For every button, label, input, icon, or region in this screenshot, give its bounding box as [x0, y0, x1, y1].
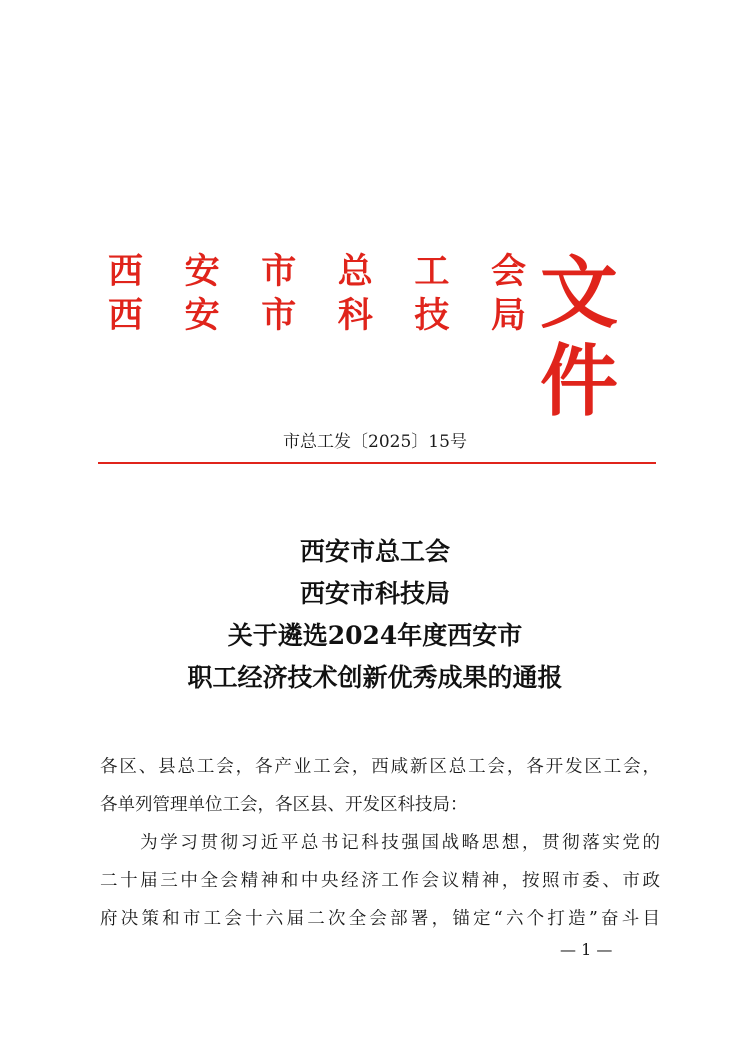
- issuer-char: 市: [261, 251, 297, 292]
- document-title: [0, 531, 750, 699]
- body-paragraph-line: 府决策和市工会十六届二次全会部署，锚定“六个打造”奋斗目: [100, 909, 660, 929]
- title-line: 西安市科技局: [299, 579, 450, 608]
- title-line: 西安市总工会: [299, 537, 450, 566]
- issuer-char: 技: [414, 295, 450, 336]
- issuer-char: 科: [337, 295, 373, 336]
- issuer-line-tech-bureau: [108, 296, 526, 336]
- recipients-line: 各单列管理单位工会，各区县、开发区科技局：: [100, 795, 468, 815]
- issuer-char: 安: [184, 295, 220, 336]
- document-number: 市总工发〔2025〕15号: [283, 432, 467, 452]
- header-divider: [98, 462, 656, 464]
- document-header: [108, 248, 668, 427]
- issuer-char: 局: [490, 295, 526, 336]
- issuer-char: 会: [490, 251, 526, 292]
- page-number: — 1 —: [560, 940, 613, 959]
- document-body: [100, 748, 660, 938]
- issuer-char: 安: [184, 251, 220, 292]
- issuer-char: 工: [414, 251, 450, 292]
- issuer-line-union: [108, 252, 526, 292]
- issuer-char: 总: [337, 251, 373, 292]
- issuer-char: 市: [261, 295, 297, 336]
- title-line: 关于遴选2024年度西安市: [227, 621, 523, 650]
- issuer-char: 西: [108, 295, 144, 336]
- document-type-label: 文件: [540, 248, 617, 427]
- title-line: 职工经济技术创新优秀成果的通报: [187, 663, 563, 692]
- issuer-char: 西: [108, 251, 144, 292]
- body-paragraph-line: 为学习贯彻习近平总书记科技强国战略思想，贯彻落实党的: [100, 833, 660, 853]
- body-paragraph-line: 二十届三中全会精神和中央经济工作会议精神，按照市委、市政: [100, 871, 660, 891]
- recipients-line: 各区、县总工会，各产业工会，西咸新区总工会，各开发区工会，: [100, 757, 660, 777]
